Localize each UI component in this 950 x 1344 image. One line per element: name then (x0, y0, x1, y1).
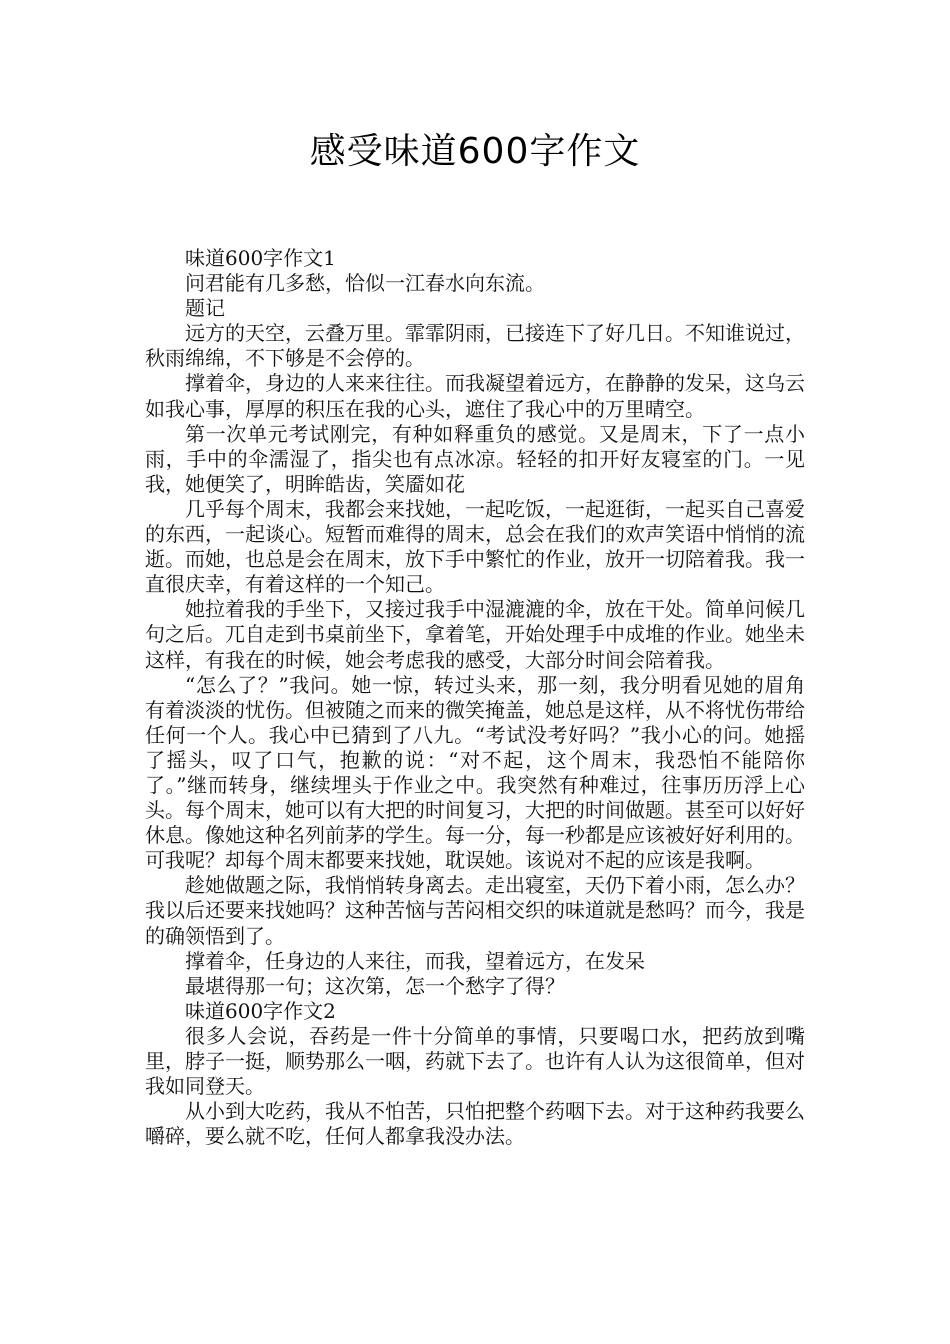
body-paragraph: 最堪得那一句；这次第，怎一个愁字了得？ (185, 973, 565, 998)
body-paragraph: 很多人会说，吞药是一件十分简单的事情，只要喝口水，把药放到嘴里，脖子一挺，顺势那么一咽，药就下去了。也许有人认为这很简单，但对我如同登天。 (145, 1023, 805, 1099)
body-paragraph: 几乎每个周末，我都会来找她，一起吃饭，一起逛街，一起买自己喜爱的东西，一起谈心。短暂而难得的周末，总会在我们的欢声笑语中悄悄的流逝。而她，也总是会在周末，放下手中繁忙的作业，放开一切陪着我。我一直很庆幸，有着这样的一个知己。 (145, 496, 805, 597)
body-paragraph: 从小到大吃药，我从不怕苦，只怕把整个药咽下去。对于这种药我要么嚼碎，要么就不吃，任何人都拿我没办法。 (145, 1099, 805, 1149)
body-paragraph: 她拉着我的手坐下，又接过我手中湿漉漉的伞，放在干处。简单问候几句之后。兀自走到书桌前坐下，拿着笔，开始处理手中成堆的作业。她坐未这样，有我在的时候，她会考虑我的感受，大部分时间会陪着我。 (145, 597, 805, 672)
quote-line: 问君能有几多愁，恰似一江春水向东流。 (185, 271, 545, 296)
section-heading: 味道600字作文2 (185, 998, 336, 1023)
body-paragraph: 撑着伞，任身边的人来往，而我，望着远方，在发呆 (185, 948, 645, 973)
section-heading: 味道600字作文1 (185, 246, 336, 270)
body-paragraph: 趁她做题之际，我悄悄转身离去。走出寝室，天仍下着小雨，怎么办？我以后还要来找她吗？这种苦恼与苦闷相交织的味道就是愁吗？而今，我是的确领悟到了。 (145, 873, 805, 948)
body-paragraph: 第一次单元考试刚完，有种如释重负的感觉。又是周末，下了一点小雨，手中的伞濡湿了，指尖也有点冰凉。轻轻的扣开好友寝室的门。一见我，她便笑了，明眸皓齿，笑靥如花 (145, 421, 805, 496)
document-body (145, 246, 805, 1149)
body-paragraph: 撑着伞，身边的人来来往往。而我凝望着远方，在静静的发呆，这乌云如我心事，厚厚的积压在我的心头，遮住了我心中的万里晴空。 (145, 371, 805, 421)
body-paragraph: 远方的天空，云叠万里。霏霏阴雨，已接连下了好几日。不知谁说过，秋雨绵绵，不下够是不会停的。 (145, 321, 805, 371)
document-title: 感受味道600字作文 (309, 131, 641, 172)
body-paragraph: “怎么了？”我问。她一惊，转过头来，那一刻，我分明看见她的眉角有着淡淡的忧伤。但被随之而来的微笑掩盖，她总是这样，从不将忧伤带给任何一个人。我心中已猜到了八九。“考试没考好吗？”我小心的问。她摇了摇头，叹了口气，抱歉的说：“对不起，这个周末，我恐怕不能陪你了。”继而转身，继续埋头于作业之中。我突然有种难过，往事历历浮上心头。每个周末，她可以有大把的时间复习，大把的时间做题。甚至可以好好休息。像她这种名列前茅的学生。每一分，每一秒都是应该被好好利用的。可我呢？却每个周末都要来找她，耽误她。该说对不起的应该是我啊。 (145, 672, 805, 873)
epigraph-label: 题记 (185, 296, 225, 321)
